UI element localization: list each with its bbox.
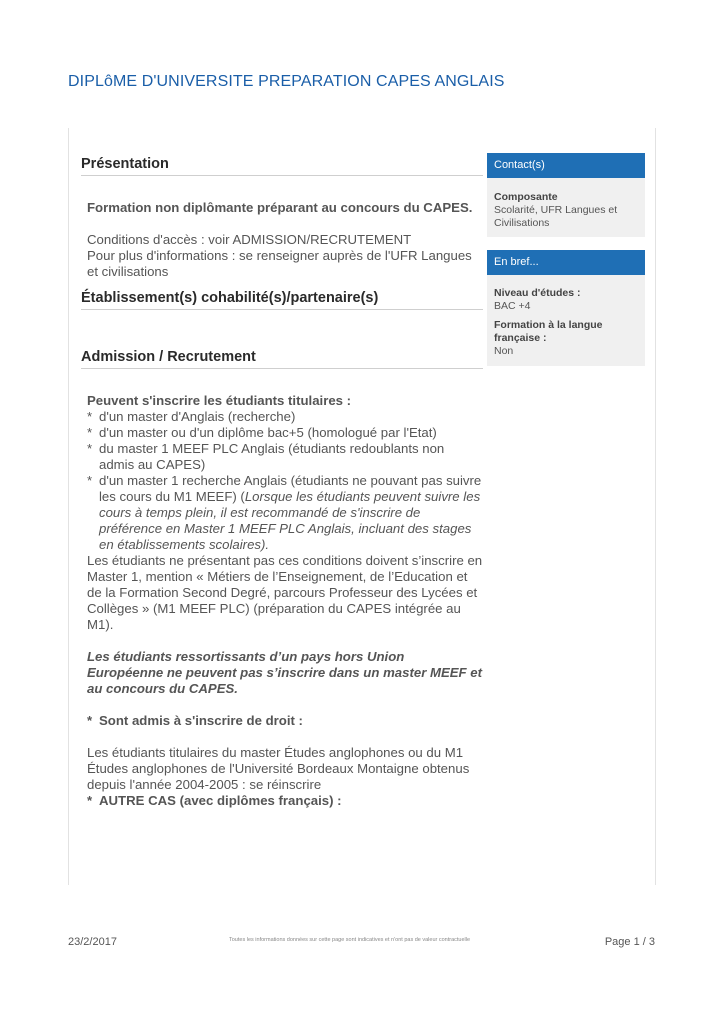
- admission-intro: Peuvent s'inscrire les étudiants titulaires :: [87, 393, 352, 408]
- composante-value: Scolarité, UFR Langues et Civilisations: [494, 204, 618, 229]
- langue-value: Non: [494, 345, 514, 357]
- droit-text: Les étudiants titulaires du master Études anglophones ou du M1 Études anglophones de l'Université Bordeaux Montaigne obtenus depuis l'année 2004-2005 : se réinscrire: [87, 745, 470, 792]
- niveau-label: Niveau d'études :: [494, 287, 581, 299]
- main-content: [81, 156, 483, 809]
- presentation-heading: Présentation: [81, 156, 483, 176]
- presentation-conditions: Conditions d'accès : voir ADMISSION/RECRUTEMENT: [87, 232, 412, 247]
- autre-label: * AUTRE CAS (avec diplômes français) :: [87, 793, 483, 809]
- droit-list: [87, 713, 483, 729]
- list-item: * d'un master ou d'un diplôme bac+5 (homologué par l'Etat): [87, 425, 483, 441]
- bref-box: [487, 275, 645, 366]
- sidebar: [487, 153, 645, 366]
- admission-list: [87, 409, 483, 553]
- list-item-text: d'un master 1 recherche Anglais (étudiants ne pouvant pas suivre les cours du M1 MEEF) (: [99, 473, 482, 504]
- composante-label: Composante: [494, 191, 558, 203]
- admission-body: [81, 393, 483, 809]
- footer-disclaimer: Toutes les informations données sur cette page sont indicatives et n'ont pas de valeur contractuelle: [229, 937, 471, 943]
- droit-label: * Sont admis à s'inscrire de droit :: [87, 713, 483, 729]
- presentation-lead: Formation non diplômante préparant au concours du CAPES.: [87, 200, 473, 215]
- contacts-box: [487, 178, 645, 237]
- page-title: DIPLôME D'UNIVERSITE PREPARATION CAPES ANGLAIS: [68, 73, 505, 90]
- list-item: [87, 473, 483, 553]
- frame-right-border: [655, 128, 656, 885]
- admission-paragraph: Les étudiants ne présentant pas ces conditions doivent s’inscrire en Master 1, mention « Métiers de l’Enseignement, de l’Education et de la Formation Second Degré, parcours Professeur des Lycées et Collèges » (M1 MEEF PLC) (préparation du CAPES intégrée au M1).: [87, 553, 483, 632]
- admission-heading: Admission / Recrutement: [81, 349, 483, 369]
- presentation-info: Pour plus d'informations : se renseigner auprès de l'UFR Langues et civilisations: [87, 248, 472, 279]
- admission-warning: Les étudiants ressortissants d’un pays hors Union Européenne ne peuvent pas s’inscrire dans un master MEEF et au concours du CAPES.: [87, 649, 483, 696]
- frame-left-border: [68, 128, 69, 885]
- contacts-header: Contact(s): [487, 153, 645, 178]
- niveau-value: BAC +4: [494, 300, 531, 312]
- footer-page-number: Page 1 / 3: [604, 936, 655, 948]
- etablissement-heading: Établissement(s) cohabilité(s)/partenaire(s): [81, 290, 483, 310]
- list-item-italic-note: Lorsque les étudiants peuvent suivre les cours à temps plein, il est recommandé de s'inscrire de préférence en Master 1 MEEF PLC Anglais, incluant des stages en établissements scolaires).: [99, 489, 481, 552]
- bref-header: En bref...: [487, 250, 645, 275]
- presentation-body: [81, 200, 483, 280]
- langue-label: Formation à la langue française :: [494, 319, 603, 344]
- autre-list: [87, 793, 483, 809]
- list-item: * d'un master d'Anglais (recherche): [87, 409, 483, 425]
- footer-date: 23/2/2017: [68, 936, 117, 948]
- list-item: * du master 1 MEEF PLC Anglais (étudiants redoublants non admis au CAPES): [87, 441, 483, 473]
